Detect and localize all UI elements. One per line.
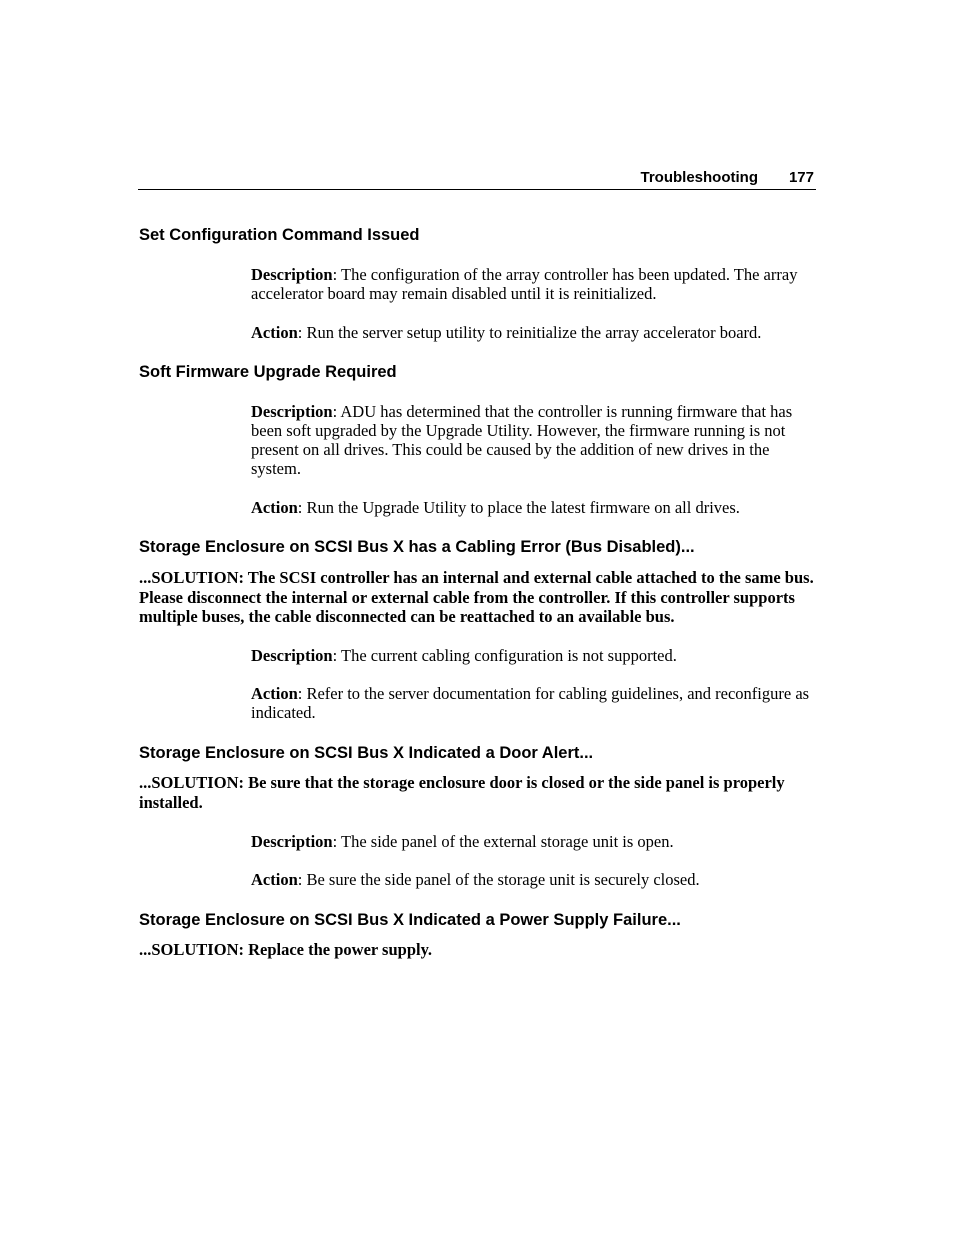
- action-label: Action: [251, 684, 298, 703]
- action-label: Action: [251, 870, 298, 889]
- description-label: Description: [251, 832, 333, 851]
- section-heading-set-configuration: Set Configuration Command Issued: [139, 226, 420, 244]
- running-header: [138, 168, 816, 190]
- description-paragraph: [251, 832, 816, 851]
- header-section-title: Troubleshooting: [640, 169, 758, 186]
- action-paragraph: [251, 870, 816, 889]
- section-heading-door-alert: Storage Enclosure on SCSI Bus X Indicated a Door Alert...: [139, 744, 594, 762]
- action-text: : Run the Upgrade Utility to place the latest firmware on all drives.: [297, 498, 740, 517]
- description-label: Description: [251, 646, 333, 665]
- page-number: 177: [788, 169, 814, 186]
- description-label: Description: [251, 402, 333, 421]
- action-label: Action: [251, 323, 298, 342]
- description-text: : The current cabling configuration is not supported.: [332, 646, 677, 665]
- section-heading-power-supply: Storage Enclosure on SCSI Bus X Indicated a Power Supply Failure...: [139, 911, 681, 929]
- action-text: : Run the server setup utility to reinitialize the array accelerator board.: [297, 323, 762, 342]
- action-paragraph: [251, 684, 816, 722]
- action-label: Action: [251, 498, 298, 517]
- action-text: : Be sure the side panel of the storage unit is securely closed.: [297, 870, 700, 889]
- action-paragraph: [251, 323, 816, 342]
- description-label: Description: [251, 265, 333, 284]
- description-paragraph: [251, 646, 816, 665]
- description-paragraph: [251, 265, 816, 303]
- solution-paragraph: ...SOLUTION: Be sure that the storage enclosure door is closed or the side panel is properly installed.: [139, 773, 785, 812]
- section-heading-cabling-error: Storage Enclosure on SCSI Bus X has a Cabling Error (Bus Disabled)...: [139, 538, 695, 556]
- action-paragraph: [251, 498, 816, 517]
- description-text: : The configuration of the array controller has been updated. The array accelerator board may remain disabled until it is reinitialized.: [251, 265, 798, 303]
- action-text: : Refer to the server documentation for cabling guidelines, and reconfigure as indicated.: [251, 684, 810, 722]
- solution-paragraph: ...SOLUTION: The SCSI controller has an internal and external cable attached to the same bus. Please disconnect the internal or external cable from the controller. If this controller supports multiple buses, the cable disconnected can be reattached to an available bus.: [139, 568, 814, 626]
- solution-paragraph: ...SOLUTION: Replace the power supply.: [139, 940, 433, 959]
- description-text: : The side panel of the external storage unit is open.: [332, 832, 674, 851]
- description-text: : ADU has determined that the controller is running firmware that has been soft upgraded by the Upgrade Utility. However, the firmware running is not present on all drives. This could be caused by the addition of new drives in the system.: [251, 402, 793, 478]
- section-heading-soft-firmware: Soft Firmware Upgrade Required: [139, 363, 397, 381]
- description-paragraph: [251, 402, 816, 478]
